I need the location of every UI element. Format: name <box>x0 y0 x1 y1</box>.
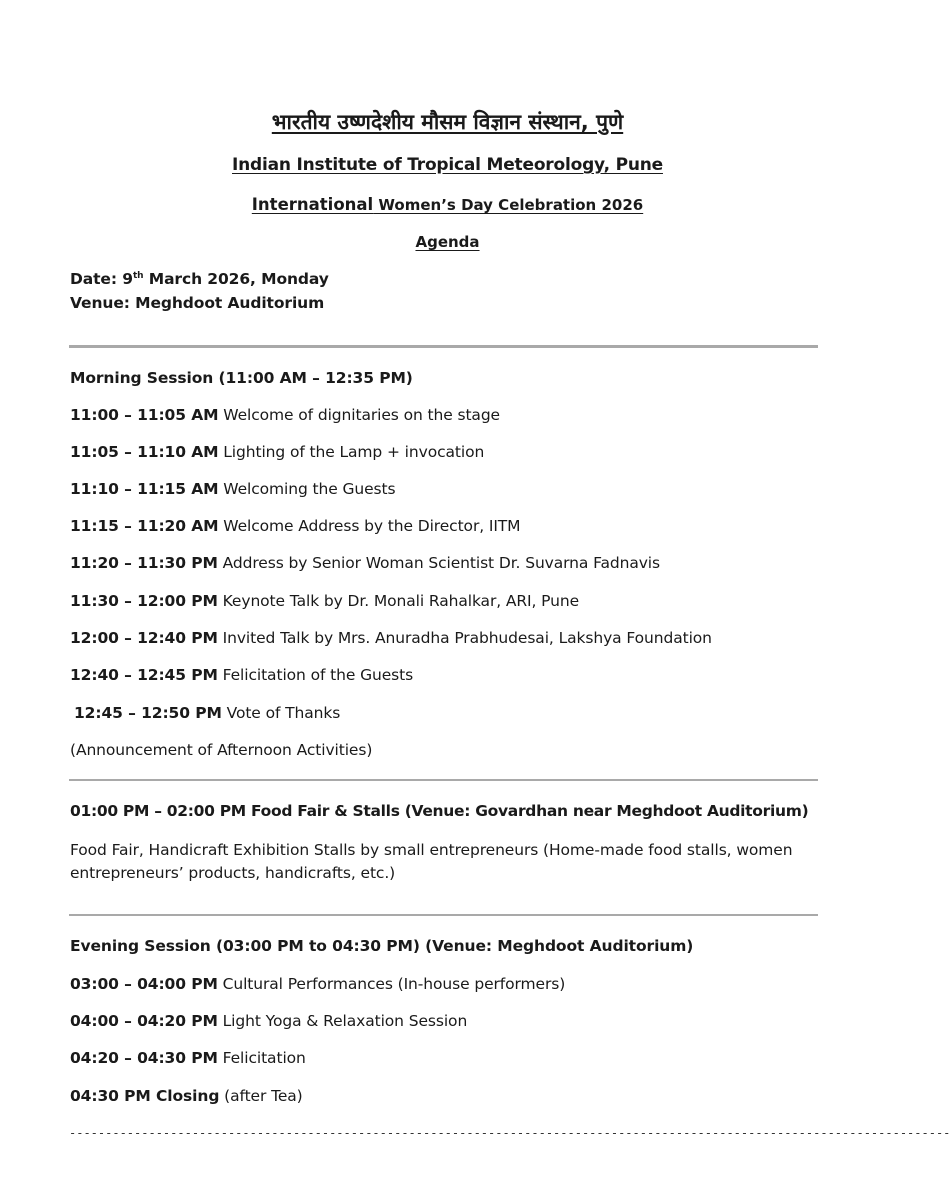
agenda-item: 04:20 – 04:30 PM Felicitation <box>70 1049 306 1067</box>
agenda-item: 12:00 – 12:40 PM Invited Talk by Mrs. Anuradha Prabhudesai, Lakshya Foundation <box>70 629 712 647</box>
divider <box>69 779 818 781</box>
morning-note: (Announcement of Afternoon Activities) <box>70 741 373 759</box>
agenda-item: 11:15 – 11:20 AM Welcome Address by the Director, IITM <box>70 517 521 535</box>
hindi-title: भारतीय उष्णदेशीय मौसम विज्ञान संस्थान, पुणे <box>271 110 624 134</box>
agenda-item: 03:00 – 04:00 PM Cultural Performances (In-house performers) <box>70 975 566 993</box>
morning-session-heading: Morning Session (11:00 AM – 12:35 PM) <box>70 369 413 387</box>
event-title-first: International <box>251 195 374 214</box>
dashed-footer-line: -------------------------------------------------------------------------------------------------------------------------- <box>69 1126 950 1140</box>
venue-line: Venue: Meghdoot Auditorium <box>70 294 325 312</box>
agenda-item: 11:00 – 11:05 AM Welcome of dignitaries on the stage <box>70 406 500 424</box>
agenda-item: 12:45 – 12:50 PM Vote of Thanks <box>74 704 341 722</box>
agenda-label: Agenda <box>415 233 480 251</box>
agenda-item: 11:30 – 12:00 PM Keynote Talk by Dr. Monali Rahalkar, ARI, Pune <box>70 592 580 610</box>
institute-title: Indian Institute of Tropical Meteorology, Pune <box>232 155 663 175</box>
divider <box>69 345 818 348</box>
afternoon-description: Food Fair, Handicraft Exhibition Stalls by small entrepreneurs (Home-made food stalls, women entrepreneurs’ products, handicrafts, etc.) <box>70 841 793 882</box>
event-title-rest: Women’s Day Celebration 2026 <box>373 196 644 214</box>
event-title <box>0 195 895 214</box>
agenda-item: 11:05 – 11:10 AM Lighting of the Lamp + invocation <box>70 443 485 461</box>
closing-item: 04:30 PM Closing (after Tea) <box>70 1087 303 1105</box>
agenda-item: 11:10 – 11:15 AM Welcoming the Guests <box>70 480 396 498</box>
date-line: Date: 9th March 2026, Monday <box>70 270 329 288</box>
evening-session-heading: Evening Session (03:00 PM to 04:30 PM) (Venue: Meghdoot Auditorium) <box>70 937 694 955</box>
agenda-item: 11:20 – 11:30 PM Address by Senior Woman Scientist Dr. Suvarna Fadnavis <box>70 554 660 572</box>
agenda-item: 04:00 – 04:20 PM Light Yoga & Relaxation Session <box>70 1012 468 1030</box>
afternoon-session-heading: 01:00 PM – 02:00 PM Food Fair & Stalls (Venue: Govardhan near Meghdoot Auditorium) <box>70 802 809 820</box>
divider <box>69 914 818 916</box>
agenda-item: 12:40 – 12:45 PM Felicitation of the Guests <box>70 666 414 684</box>
